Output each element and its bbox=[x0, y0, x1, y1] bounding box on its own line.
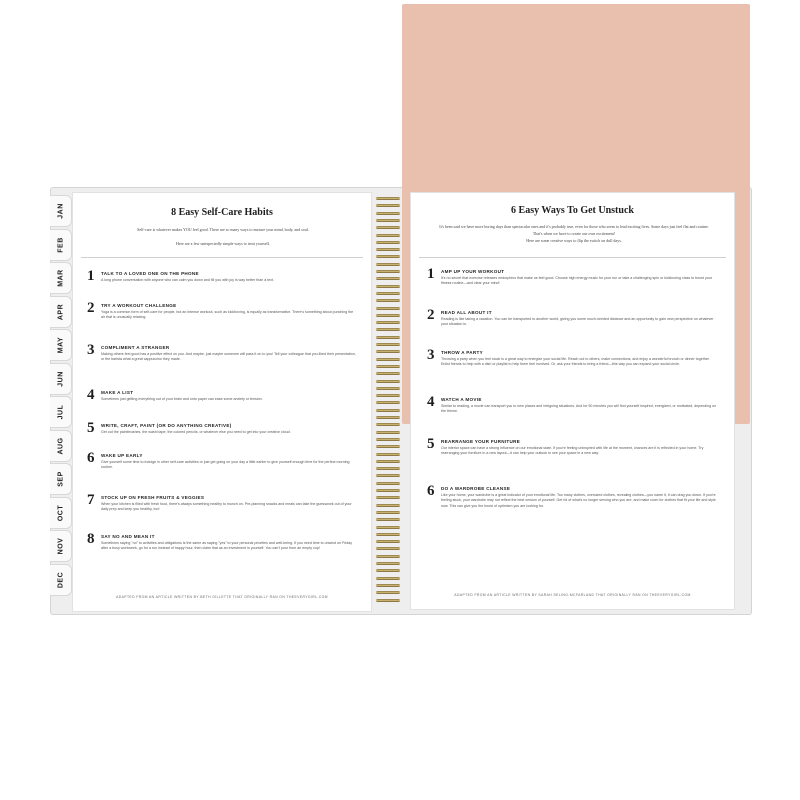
item-heading: AMP UP YOUR WORKOUT bbox=[441, 269, 505, 274]
item-number: 6 bbox=[427, 483, 435, 499]
spiral-ring bbox=[376, 358, 400, 361]
spiral-ring bbox=[376, 234, 400, 237]
right-intro-1: It's been said we have more boring days than spectacular ones and it's probably true, even for those who seem to lead exciting lives. Some days just feel flat and routine. That's when we have to create our own excitement! bbox=[439, 224, 709, 236]
spiral-ring bbox=[376, 547, 400, 550]
tab-sep[interactable] bbox=[50, 463, 72, 495]
right-footer: ADAPTED FROM AN ARTICLE WRITTEN BY SARAH SELING-MCFARLAND THAT ORIGINALLY RAN ON THEEVERYGIRL.COM bbox=[454, 593, 691, 597]
item-heading: THROW A PARTY bbox=[441, 350, 484, 355]
spiral-ring bbox=[376, 453, 400, 456]
left-intro-2: Here are a few unexpectedly simple ways to treat yourself. bbox=[176, 241, 270, 246]
tab-label: JUL bbox=[57, 404, 64, 420]
spiral-ring bbox=[376, 569, 400, 572]
spiral-ring bbox=[376, 212, 400, 215]
left-footer: ADAPTED FROM AN ARTICLE WRITTEN BY BETH GILLETTE THAT ORIGINALLY RAN ON THEEVERYGIRL.COM bbox=[116, 595, 328, 599]
tab-label: FEB bbox=[57, 236, 64, 253]
item-number: 3 bbox=[427, 347, 435, 363]
item-body: Reading is like taking a vacation. You can be transported to another world, giving you some much-needed distance and an opportunity to gain new perspective on whatever your situation is. bbox=[441, 317, 714, 327]
spiral-ring bbox=[376, 328, 400, 331]
item-heading: WATCH A MOVIE bbox=[441, 397, 482, 402]
item-number: 1 bbox=[427, 266, 435, 282]
spiral-ring bbox=[376, 299, 400, 302]
tab-jan[interactable] bbox=[50, 195, 72, 227]
tab-label: DEC bbox=[57, 571, 64, 588]
spiral-ring bbox=[376, 438, 400, 441]
tab-dec[interactable] bbox=[50, 564, 72, 596]
spiral-ring bbox=[376, 489, 400, 492]
spiral-ring bbox=[376, 540, 400, 543]
item-body: Sometimes saying "no" to activities and obligations is the same as saying "yes" to your personal priorities and well-being. If you need time to unwind on Friday after a busy workweek, go for a run instead of happy hour, then claim that as an investment in yourself. You can't pour from an empty cup! bbox=[101, 541, 353, 551]
item-heading: SAY NO AND MEAN IT bbox=[101, 534, 155, 539]
spiral-ring bbox=[376, 599, 400, 602]
spiral-ring bbox=[376, 314, 400, 317]
spiral-ring bbox=[376, 511, 400, 514]
spiral-ring bbox=[376, 372, 400, 375]
spiral-ring bbox=[376, 496, 400, 499]
spiral-ring bbox=[376, 460, 400, 463]
item-number: 8 bbox=[87, 531, 95, 547]
item-body: Get out the paintbrushes, the washi tape, the colored pencils, or whatever else you need to get into your creative cloud. bbox=[101, 430, 291, 434]
spiral-ring bbox=[376, 307, 400, 310]
item-body: Like your home, your wardrobe is a great indicator of your emotional life. Too many clothes, oversized clothes, revealing clothes—you name it, it can drag you down. If you're feeling stuck, your wardrobe may not reflect the best version of yourself. Get rid of what's no longer serving who you are, and make room for clothes that fit your life and style now. This can give you the boost of optimism you are looking for. bbox=[441, 493, 716, 508]
spiral-ring bbox=[376, 401, 400, 404]
item-heading: DO A WARDROBE CLEANSE bbox=[441, 486, 511, 491]
spiral-ring bbox=[376, 270, 400, 273]
tab-label: AUG bbox=[57, 436, 64, 455]
spiral-ring bbox=[376, 241, 400, 244]
right-page-title: 6 Easy Ways To Get Unstuck bbox=[511, 205, 634, 216]
spiral-ring bbox=[376, 336, 400, 339]
item-body: Give yourself some time to indulge in other self-care activities or just get going on your day a little earlier to give yourself enough time for the perfect morning routine. bbox=[101, 460, 350, 470]
item-heading: WAKE UP EARLY bbox=[101, 453, 143, 458]
spiral-ring bbox=[376, 474, 400, 477]
item-heading: TALK TO A LOVED ONE ON THE PHONE bbox=[101, 271, 199, 276]
item-heading: REARRANGE YOUR FURNITURE bbox=[441, 439, 521, 444]
spiral-ring bbox=[376, 504, 400, 507]
tab-label: NOV bbox=[57, 537, 64, 555]
tab-oct[interactable] bbox=[50, 497, 72, 529]
spiral-ring bbox=[376, 219, 400, 222]
item-number: 2 bbox=[87, 300, 95, 316]
spiral-ring bbox=[376, 431, 400, 434]
tab-jul[interactable] bbox=[50, 396, 72, 428]
item-body: Our interior space can have a strong influence on our emotional state. If you're feeling uninspired with life at the moment, chances are it is reflected in your home. Try rearranging your furniture in a new layout—it can help your outlook to see your space in a new way. bbox=[441, 446, 704, 456]
spiral-ring bbox=[376, 533, 400, 536]
item-heading: WRITE, CRAFT, PAINT (OR DO ANYTHING CREATIVE) bbox=[101, 423, 232, 428]
tab-label: APR bbox=[57, 303, 64, 320]
tab-mar[interactable] bbox=[50, 262, 72, 294]
spiral-ring bbox=[376, 285, 400, 288]
left-page-title: 8 Easy Self-Care Habits bbox=[171, 207, 273, 218]
item-number: 6 bbox=[87, 450, 95, 466]
item-number: 5 bbox=[87, 420, 95, 436]
tab-aug[interactable] bbox=[50, 430, 72, 462]
item-heading: MAKE A LIST bbox=[101, 390, 134, 395]
right-divider bbox=[419, 257, 726, 258]
left-intro-1: Self-care is whatever makes YOU feel good. There are so many ways to nurture your mind, body, and soul. bbox=[137, 227, 309, 232]
item-number: 3 bbox=[87, 342, 95, 358]
right-page bbox=[410, 192, 735, 610]
spiral-ring bbox=[376, 380, 400, 383]
spiral-ring bbox=[376, 277, 400, 280]
spiral-ring bbox=[376, 387, 400, 390]
spiral-ring bbox=[376, 577, 400, 580]
item-heading: COMPLIMENT A STRANGER bbox=[101, 345, 170, 350]
spiral-ring bbox=[376, 226, 400, 229]
item-number: 4 bbox=[87, 387, 95, 403]
spiral-ring bbox=[376, 423, 400, 426]
item-number: 1 bbox=[87, 268, 95, 284]
spiral-ring bbox=[376, 409, 400, 412]
spiral-ring bbox=[376, 343, 400, 346]
item-body: Yoga is a common form of self-care for people, but an intense workout, such as kickboxing, is equally as transformative. There's something about punching the air that is unusually relaxing. bbox=[101, 310, 354, 320]
spiral-ring bbox=[376, 204, 400, 207]
spiral-ring bbox=[376, 255, 400, 258]
tab-label: MAR bbox=[57, 269, 64, 287]
item-body: It's no secret that exercise releases endorphins that make us feel good. Choose high energy music for your run or take a challenging spin or kickboxing class to boost your fitness routine—and clear your mind! bbox=[441, 276, 712, 286]
left-divider bbox=[81, 257, 363, 258]
left-page bbox=[72, 192, 372, 612]
spiral-binding bbox=[376, 197, 400, 607]
spiral-ring bbox=[376, 518, 400, 521]
tab-jun[interactable] bbox=[50, 363, 72, 395]
tab-nov[interactable] bbox=[50, 530, 72, 562]
spiral-ring bbox=[376, 526, 400, 529]
tab-may[interactable] bbox=[50, 329, 72, 361]
tab-feb[interactable] bbox=[50, 229, 72, 261]
spiral-ring bbox=[376, 445, 400, 448]
spiral-ring bbox=[376, 365, 400, 368]
spiral-ring bbox=[376, 350, 400, 353]
item-heading: READ ALL ABOUT IT bbox=[441, 310, 492, 315]
item-body: Similar to reading, a movie can transport you to new places and intriguing situations. And for 90 minutes you will find yourself inspired, energized, or motivated, depending on the theme. bbox=[441, 404, 717, 414]
tab-label: JUN bbox=[57, 370, 64, 387]
item-body: A long phone conversation with anyone who can calm you down and fill you with joy is way better than a text. bbox=[101, 278, 274, 282]
spiral-ring bbox=[376, 292, 400, 295]
item-body: Making others feel good has a positive effect on you. And maybe, just maybe someone will pass it on to you! Tell your colleague that you liked their presentation, or the barista what a great cappuccino they made. bbox=[101, 352, 356, 362]
spiral-ring bbox=[376, 562, 400, 565]
month-tabs bbox=[50, 195, 72, 615]
tab-apr[interactable] bbox=[50, 296, 72, 328]
spiral-ring bbox=[376, 248, 400, 251]
spiral-ring bbox=[376, 584, 400, 587]
spiral-ring bbox=[376, 321, 400, 324]
tab-label: OCT bbox=[57, 504, 64, 521]
item-body: Throwing a party when you feel stuck is a great way to energize your social life. Reach out to others, make connections, and enjoy a wonderful brunch or dinner together. Enlist friends to help with a dish or playlist to help them feel involved. Or, ask your friends to bring a friend—this way you can expand your social circle. bbox=[441, 357, 710, 367]
tab-label: SEP bbox=[57, 471, 64, 487]
spiral-ring bbox=[376, 591, 400, 594]
item-number: 7 bbox=[87, 492, 95, 508]
spiral-ring bbox=[376, 263, 400, 266]
item-number: 5 bbox=[427, 436, 435, 452]
item-heading: STOCK UP ON FRESH FRUITS & VEGGIES bbox=[101, 495, 205, 500]
spiral-ring bbox=[376, 482, 400, 485]
spiral-ring bbox=[376, 555, 400, 558]
item-number: 2 bbox=[427, 307, 435, 323]
spiral-ring bbox=[376, 197, 400, 200]
spiral-ring bbox=[376, 416, 400, 419]
right-intro-2: Here are some creative ways to flip the switch on dull days. bbox=[526, 238, 622, 243]
item-body: Sometimes just getting everything out of your brain and onto paper can ease some anxiety or tension. bbox=[101, 397, 263, 401]
spiral-ring bbox=[376, 467, 400, 470]
spiral-ring bbox=[376, 394, 400, 397]
item-number: 4 bbox=[427, 394, 435, 410]
tab-label: JAN bbox=[57, 203, 64, 219]
tab-label: MAY bbox=[57, 336, 64, 354]
item-heading: TRY A WORKOUT CHALLENGE bbox=[101, 303, 177, 308]
item-body: When your kitchen is filled with fresh food, there's always something healthy to munch on. Pre-planning snacks and meals can take the guesswork out of your daily prep and keep you healthy, too! bbox=[101, 502, 352, 512]
